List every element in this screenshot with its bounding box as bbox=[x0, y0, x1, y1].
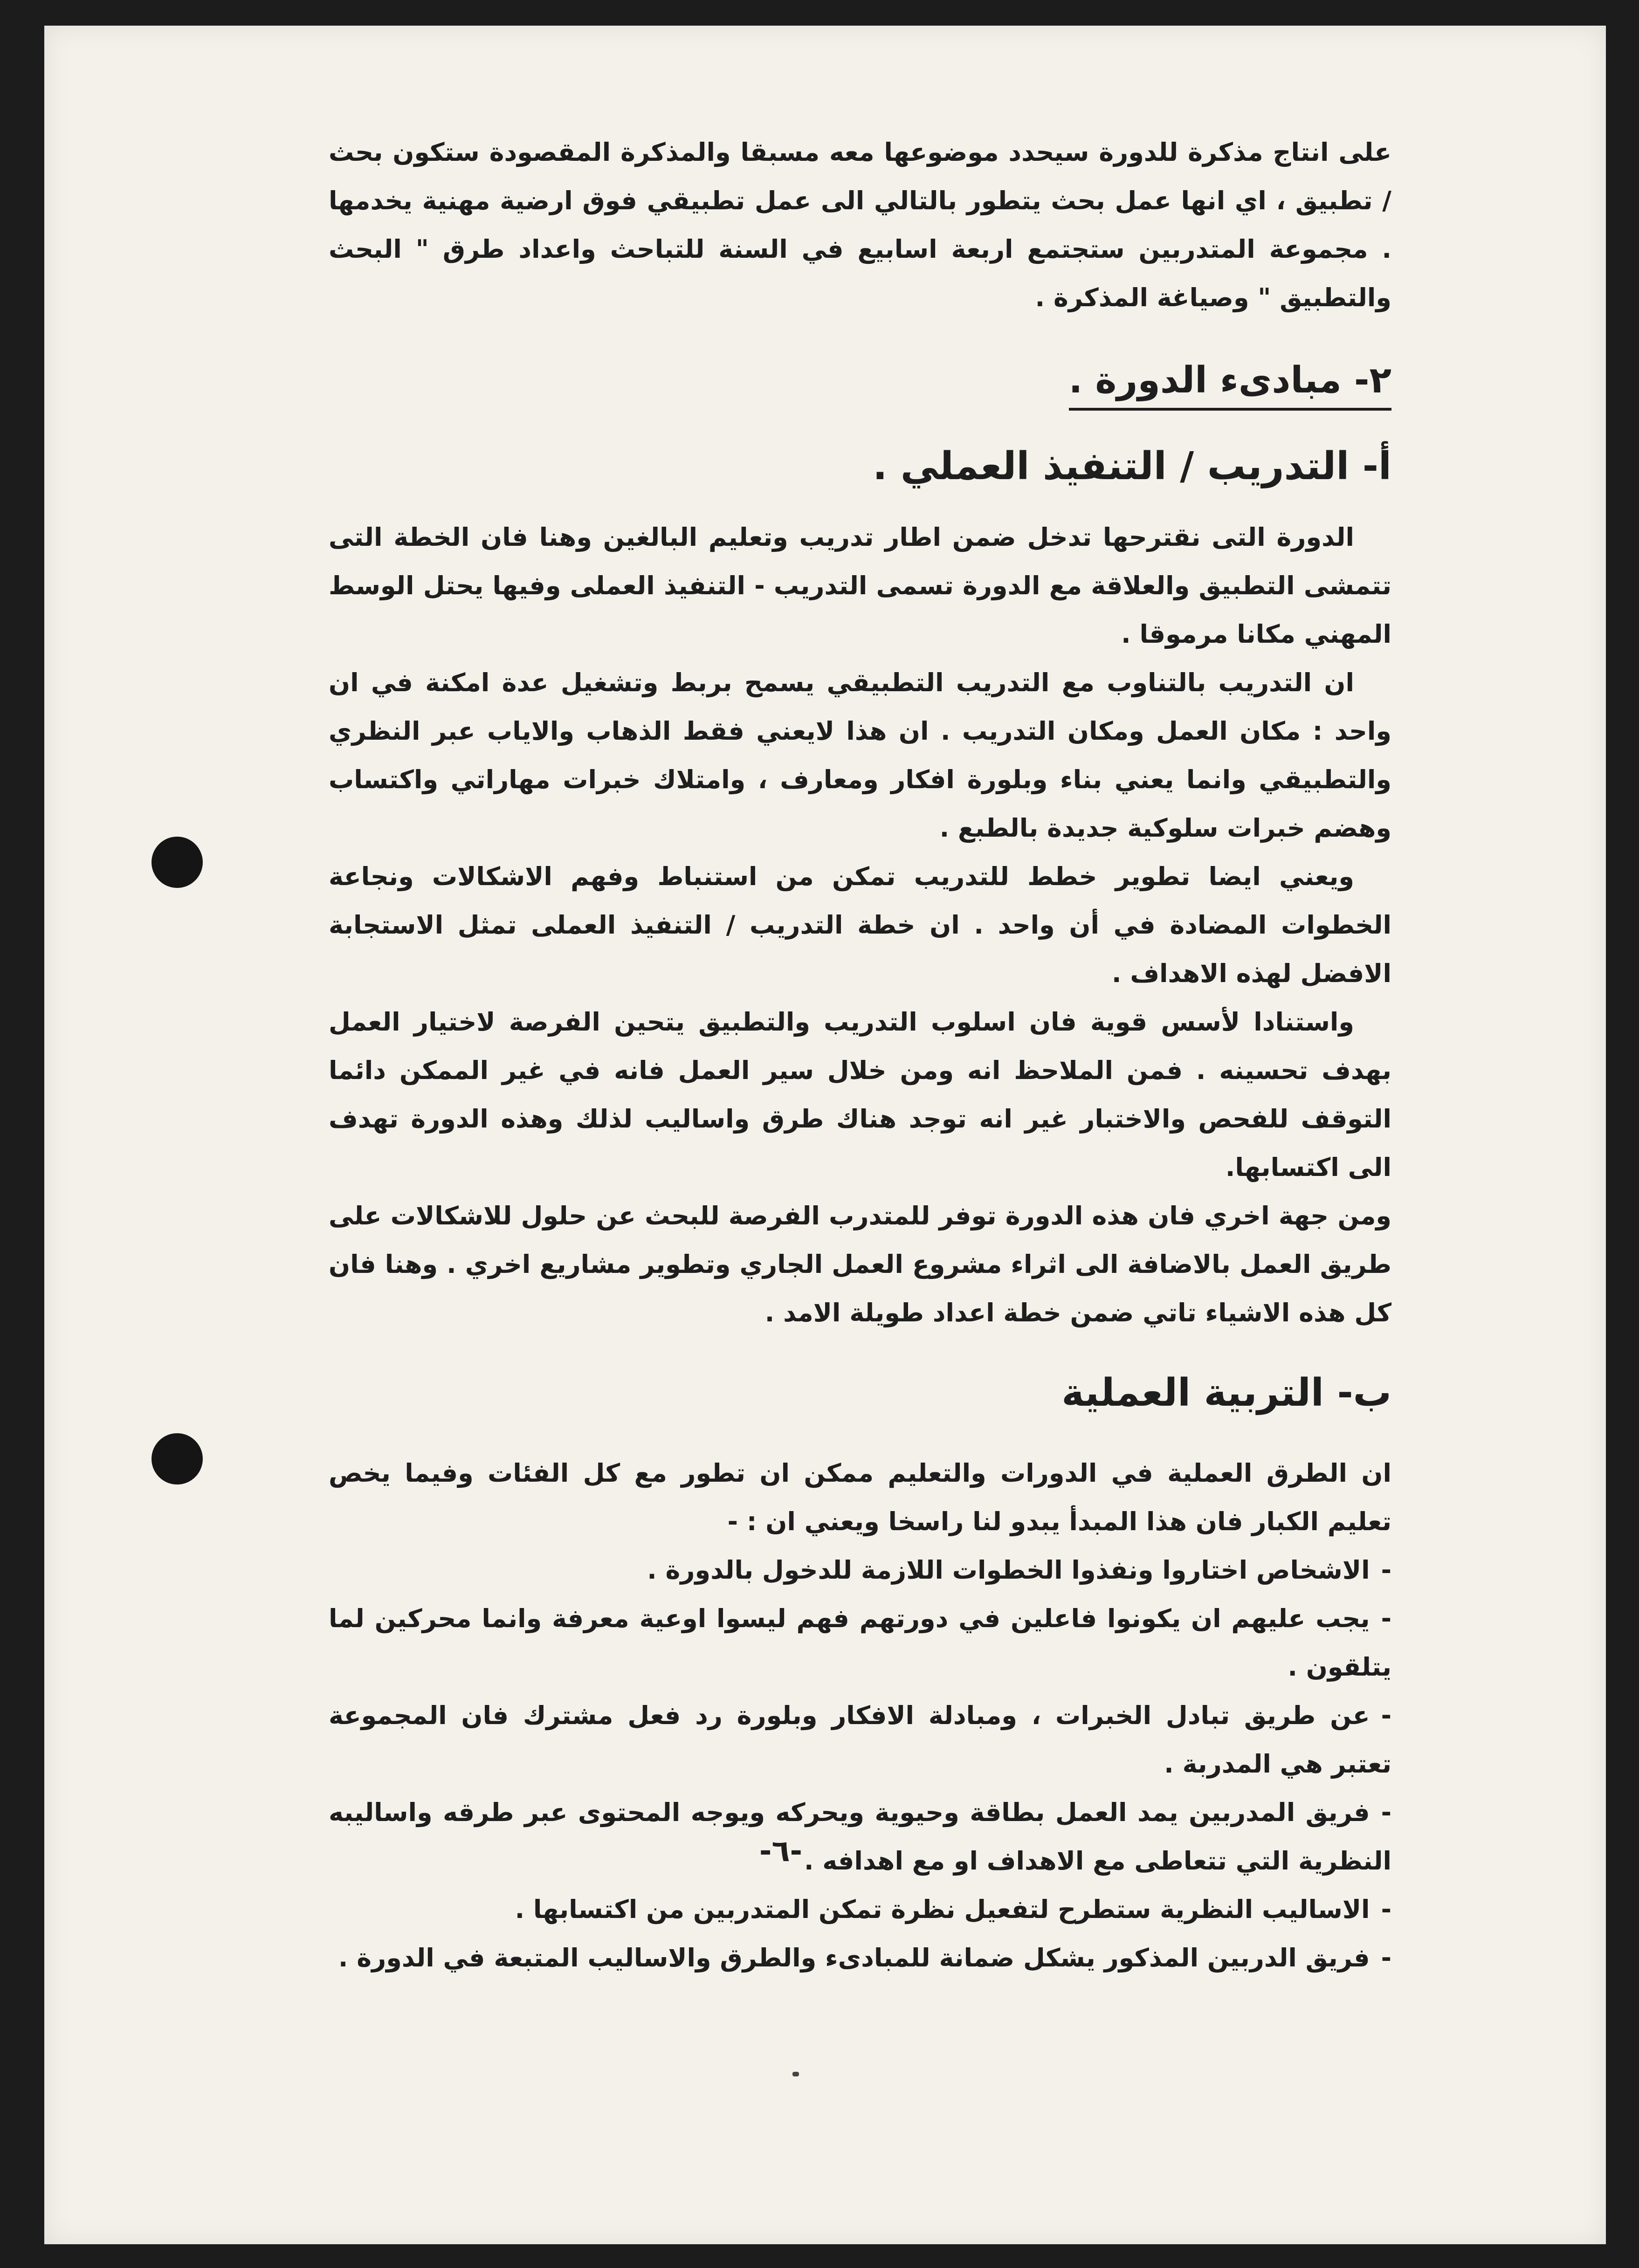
principles-list bbox=[329, 1546, 1391, 1982]
subsection-heading-training: أ- التدريب / التنفيذ العملي . bbox=[873, 444, 1391, 488]
list-item-text: فريق المدربين يمد العمل بطاقة وحيوية ويحركه ويوجه المحتوى عبر طرقه واساليبه النظرية التي تتعاطى مع الاهداف او مع اهدافه . bbox=[329, 1798, 1391, 1876]
list-item-text: يجب عليهم ان يكونوا فاعلين في دورتهم فهم ليسوا اوعية معرفة وانما محركين لما يتلقون . bbox=[329, 1604, 1391, 1682]
bullet-marker: - bbox=[1381, 1701, 1391, 1730]
document-page bbox=[44, 26, 1606, 2244]
punch-hole bbox=[152, 1433, 203, 1485]
bullet-marker: - bbox=[1381, 1798, 1391, 1827]
list-item bbox=[329, 1788, 1391, 1885]
list-item bbox=[329, 1934, 1391, 1982]
list-item bbox=[329, 1691, 1391, 1788]
training-paragraph: ويعني ايضا تطوير خطط للتدريب تمكن من استنباط وفهم الاشكالات ونجاعة الخطوات المضادة في أن واحد . ان خطة التدريب / التنفيذ العملى تمثل الاستجابة الافضل لهذه الاهداف . bbox=[329, 862, 1391, 988]
practical-education-intro: ان الطرق العملية في الدورات والتعليم ممكن ان تطور مع كل الفئات وفيما يخص تعليم الكبار فان هذا المبدأ يبدو لنا راسخا ويعني ان : - bbox=[329, 1458, 1391, 1536]
list-item-text: عن طريق تبادل الخبرات ، ومبادلة الافكار وبلورة رد فعل مشترك فان المجموعة تعتبر هي المدربة . bbox=[329, 1701, 1391, 1779]
list-item-text: فريق الدربين المذكور يشكل ضمانة للمبادىء والطرق والاساليب المتبعة في الدورة . bbox=[338, 1943, 1370, 1972]
scan-speck bbox=[792, 2072, 799, 2076]
document-body bbox=[329, 128, 1391, 1982]
list-item bbox=[329, 1546, 1391, 1594]
list-item-text: الاشخاص اختاروا ونفذوا الخطوات اللازمة للدخول بالدورة . bbox=[647, 1555, 1370, 1585]
section-heading-principles: ٢- مبادىء الدورة . bbox=[1069, 355, 1391, 411]
training-paragraph: ان التدريب بالتناوب مع التدريب التطبيقي يسمح بربط وتشغيل عدة امكنة في ان واحد : مكان العمل ومكان التدريب . ان هذا لايعني فقط الذهاب والاياب عبر النظري والتطبيقي وانما يعني بناء وبلورة افكار ومعارف ، وامتلاك خبرات مهاراتي واكتساب وهضم خبرات سلوكية جديدة بالطبع . bbox=[329, 668, 1391, 843]
page-number: -٦- bbox=[759, 1834, 803, 1869]
training-paragraph: واستنادا لأسس قوية فان اسلوب التدريب والتطبيق يتحين الفرصة لاختيار العمل بهدف تحسينه . فمن الملاحظ انه ومن خلال سير العمل فانه في غير الممكن دائما التوقف للفحص والاختبار غير انه توجد هناك طرق واساليب لذلك وهذه الدورة تهدف الى اكتسابها. bbox=[329, 1007, 1391, 1182]
training-paragraph: الدورة التى نقترحها تدخل ضمن اطار تدريب وتعليم البالغين وهنا فان الخطة التى تتمشى التطبيق والعلاقة مع الدورة تسمى التدريب - التنفيذ العملى وفيها يحتل الوسط المهني مكانا مرموقا . bbox=[329, 522, 1391, 649]
training-paragraph: ومن جهة اخري فان هذه الدورة توفر للمتدرب الفرصة للبحث عن حلول للاشكالات على طريق العمل بالاضافة الى اثراء مشروع العمل الجاري وتطوير مشاريع اخري . وهنا فان كل هذه الاشياء تاتي ضمن خطة اعداد طويلة الامد . bbox=[329, 1201, 1391, 1327]
bullet-marker: - bbox=[1381, 1895, 1391, 1924]
list-item bbox=[329, 1885, 1391, 1934]
list-item bbox=[329, 1594, 1391, 1691]
punch-hole bbox=[152, 837, 203, 888]
intro-paragraph: على انتاج مذكرة للدورة سيحدد موضوعها معه مسبقا والمذكرة المقصودة ستكون بحث / تطبيق ، اي انها عمل بحث يتطور بالتالي الى عمل تطبيقي فوق ارضية مهنية يخدمها . مجموعة المتدربين ستجتمع اربعة اسابيع في السنة للتباحث واعداد طرق " البحث والتطبيق " وصياغة المذكرة . bbox=[329, 137, 1391, 312]
bullet-marker: - bbox=[1381, 1604, 1391, 1633]
list-item-text: الاساليب النظرية ستطرح لتفعيل نظرة تمكن المتدربين من اكتسابها . bbox=[515, 1895, 1370, 1924]
bullet-marker: - bbox=[1381, 1943, 1391, 1972]
subsection-heading-practical-education: ب- التربية العملية bbox=[1061, 1371, 1391, 1415]
bullet-marker: - bbox=[1381, 1555, 1391, 1585]
